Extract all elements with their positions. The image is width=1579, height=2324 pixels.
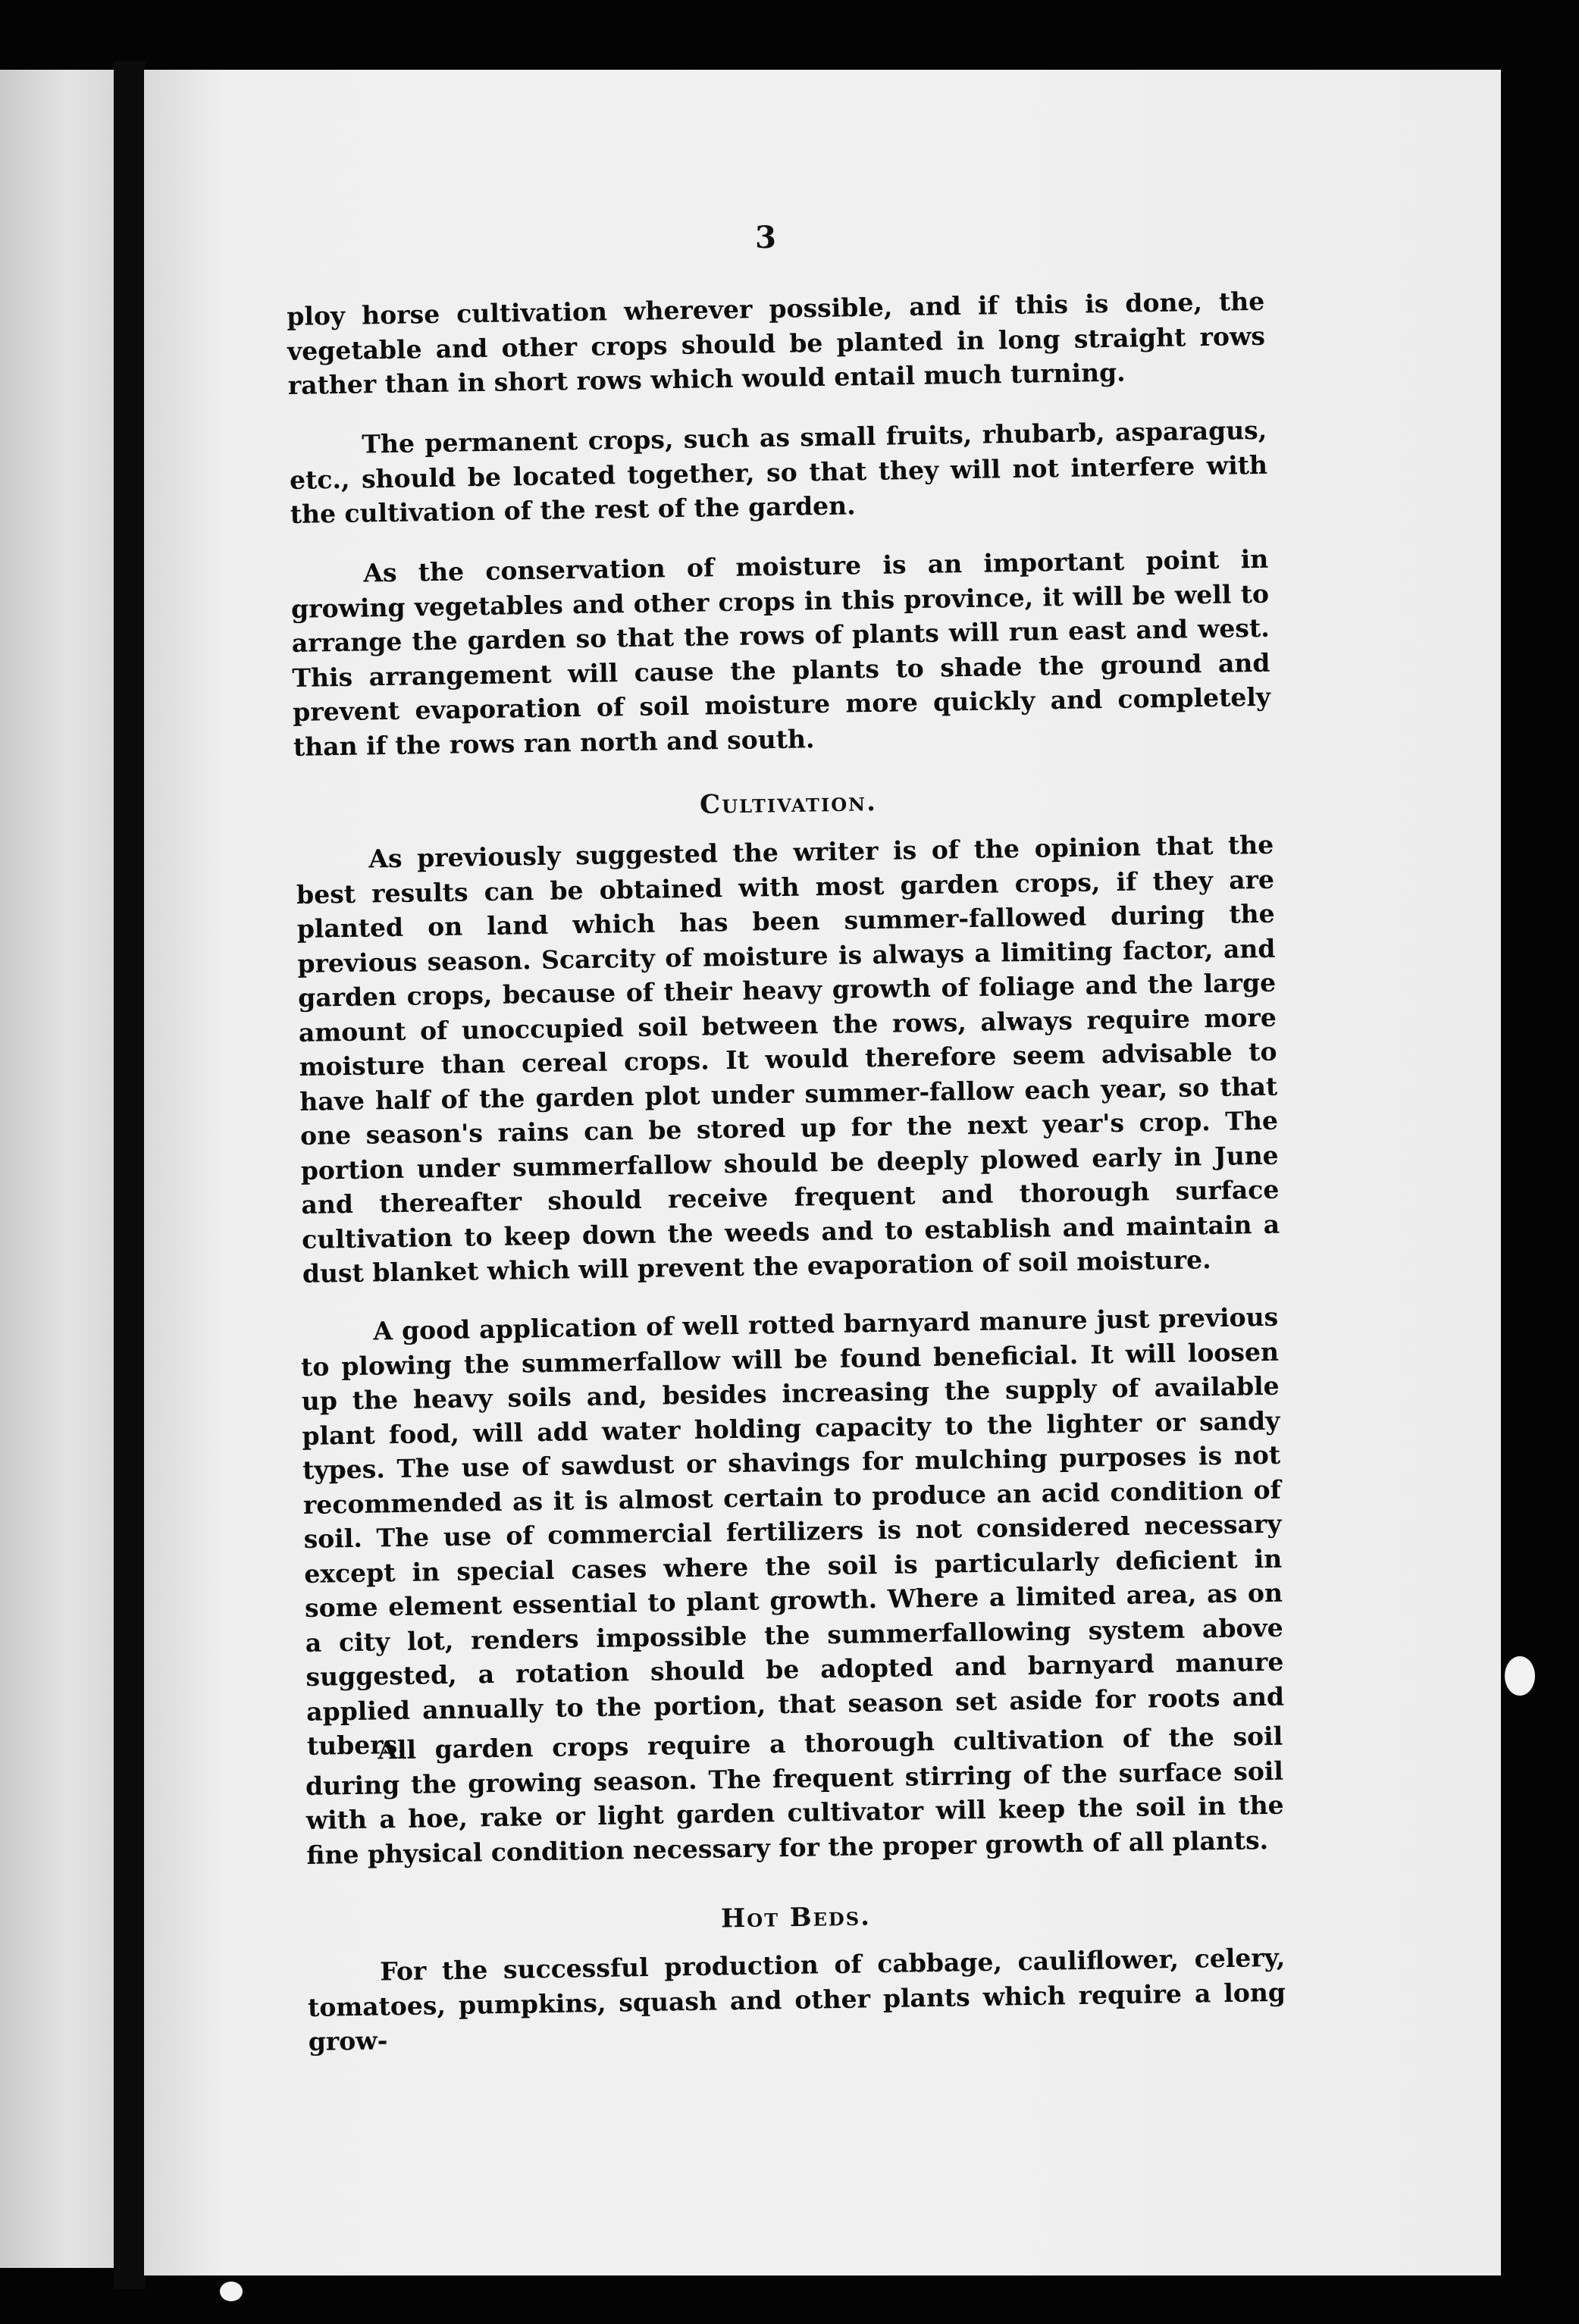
paragraph-1-text: ploy horse cultivation wherever possible, and if this is done, the vegetable and other crops should be planted in long straight rows rather than in short rows which would entail much turning. (287, 286, 1266, 400)
page-number: 3 (755, 220, 776, 255)
paragraph-5-text: A good application of well rotted barnyard manure just previous to plowing the summerfallow will be found beneficial. It will loosen up the heavy soils and, besides increasing the supply of available plant food, will add water holding capacity to the lighter or sandy types. The use of sawdust or shavings for mulching purposes is not recommended as it is almost certain to produce an acid condition of soil. The use of commercial fertilizers is not considered necessary except in special cases where the soil is particularly deficient in some element essential to plant growth. Where a limited area, as on a city lot, renders impossible the summerfallowing system above suggested, a rotation should be adopted and barnyard manure applied annually to the portion, that season set aside for roots and tubers. (300, 1301, 1285, 1761)
paragraph-3-text: As the conservation of moisture is an important point in growing vegetables and other crops in this province, it will be well to arrange the garden so that the rows of plants will run east and west. This arrangement will cause the plants to shade the ground and prevent evaporation of soil moisture more quickly and completely than if the rows ran north and south. (290, 543, 1271, 762)
scan-artifact-speck (1505, 1656, 1535, 1696)
facing-page-edge (0, 70, 114, 2268)
paragraph-6-text: All garden crops require a thorough cultivation of the soil during the growing season. The frequent stirring of the surface soil with a hoe, rake or light garden cultivator will keep the soil in the fine physical condition necessary for the proper growth of all plants. (305, 1721, 1284, 1870)
section-heading-cultivation: Cultivation. (699, 787, 878, 820)
paragraph-7-text: For the successful production of cabbage, cauliflower, celery, tomatoes, pumpkins, squash and other plants which require a long grow- (307, 1942, 1286, 2056)
paragraph-5 (300, 1300, 1285, 1764)
paragraph-4 (296, 828, 1280, 1292)
paragraph-1 (287, 284, 1266, 403)
paragraph-2-text: The permanent crops, such as small fruits, rhubarb, asparagus, etc., should be located together, so that they will not interfere with the cultivation of the rest of the garden. (289, 415, 1268, 529)
paragraph-7 (307, 1940, 1286, 2059)
paragraph-3 (290, 542, 1271, 764)
paragraph-6 (305, 1719, 1285, 1872)
book-gutter (114, 61, 146, 2289)
section-heading-hot-beds: Hot Beds. (720, 1901, 872, 1934)
scan-artifact-speck (220, 2282, 243, 2301)
paragraph-4-text: As previously suggested the writer is of the opinion that the best results can be obtained with most garden crops, if they are planted on land which has been summer-fallowed during the previous season. Scarcity of moisture is always a limiting factor, and garden crops, because of their heavy growth of foliage and the large amount of unoccupied soil between the rows, always require more moisture than cereal crops. It would therefore seem advisable to have half of the garden plot under summer-fallow each year, so that one season's rains can be stored up for the next year's crop. The portion under summerfallow should be deeply plowed early in June and thereafter should receive frequent and thorough surface cultivation to keep down the weeds and to establish and maintain a dust blanket which will prevent the evaporation of soil moisture. (296, 829, 1280, 1289)
paragraph-2 (289, 413, 1268, 532)
